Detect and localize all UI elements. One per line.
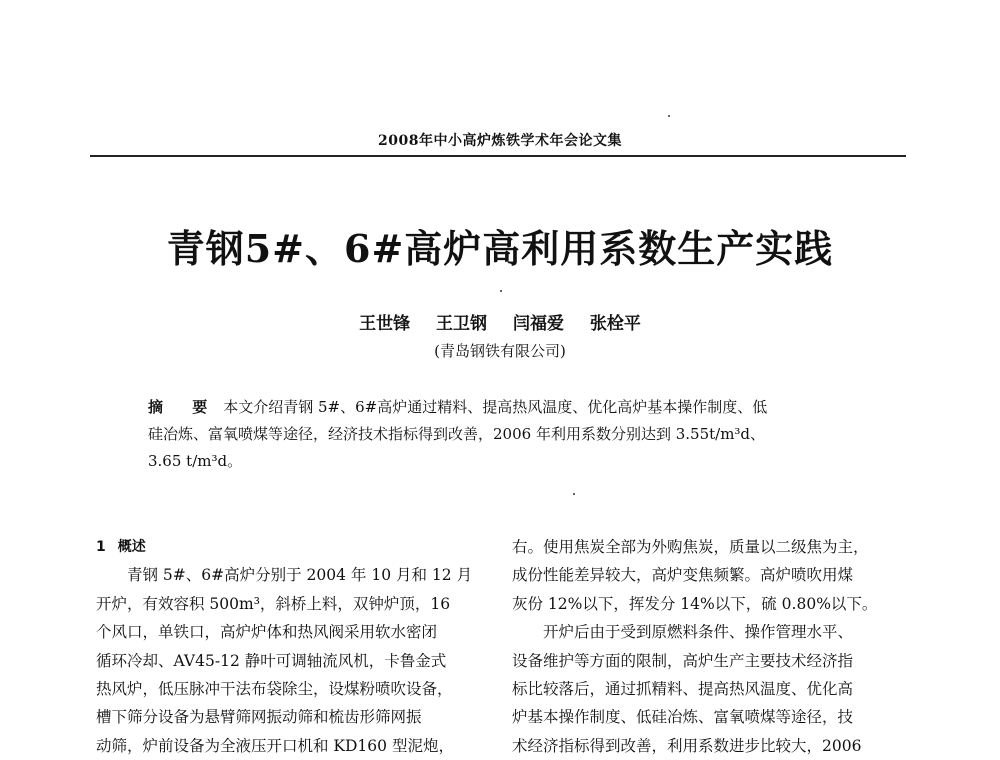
scan-speck bbox=[500, 290, 502, 292]
body-paragraph bbox=[512, 533, 904, 618]
scan-speck bbox=[668, 115, 670, 117]
body-line: 术经济指标得到改善，利用系数进步比较大，2006 bbox=[512, 736, 862, 755]
body-line: 开炉后由于受到原燃料条件、操作管理水平、 bbox=[543, 623, 854, 642]
affiliation: (青岛钢铁有限公司) bbox=[434, 342, 566, 360]
abstract-line bbox=[148, 394, 860, 421]
right-column bbox=[512, 533, 904, 760]
body-line: 热风炉，低压脉冲干法布袋除尘，设煤粉喷吹设备， bbox=[96, 680, 453, 699]
body-line: 灰份 12%以下，挥发分 14%以下，硫 0.80%以下。 bbox=[512, 594, 878, 613]
author-name: 王世锋 bbox=[359, 314, 411, 334]
body-line: 标比较落后，通过抓精料、提高热风温度、优化高 bbox=[512, 680, 854, 699]
abstract bbox=[148, 394, 860, 475]
body-line: 槽下筛分设备为悬臂筛网振动筛和梳齿形筛网振 bbox=[96, 708, 422, 727]
body-line: 青钢 5#、6#高炉分别于 2004 年 10 月和 12 月 bbox=[127, 566, 473, 585]
body-paragraph-cont bbox=[512, 647, 904, 760]
header-rule bbox=[90, 155, 906, 157]
body-line: 右。使用焦炭全部为外购焦炭，质量以二级焦为主， bbox=[512, 538, 869, 556]
body-paragraph-cont bbox=[96, 590, 488, 760]
abstract-text: 本文介绍青钢 5#、6#高炉通过精料、提高热风温度、优化高炉基本操作制度、低 bbox=[223, 398, 768, 416]
author-name: 张栓平 bbox=[589, 314, 641, 334]
body-line: 开炉，有效容积 500m³，斜桥上料，双钟炉顶，16 bbox=[96, 594, 451, 613]
section-number: 1 bbox=[96, 539, 106, 555]
body-line: 个风口，单铁口，高炉炉体和热风阀采用软水密闭 bbox=[96, 623, 438, 642]
author-list bbox=[0, 309, 1000, 334]
body-line: 设备维护等方面的限制，高炉生产主要技术经济指 bbox=[512, 651, 854, 670]
body-line: 炉基本操作制度、低硅冶炼、富氧喷煤等途径，技 bbox=[512, 708, 854, 727]
left-column bbox=[96, 533, 488, 760]
section-heading bbox=[96, 533, 488, 561]
body-paragraph bbox=[512, 618, 904, 646]
author-name: 闫福爱 bbox=[512, 314, 564, 334]
author-name: 王卫钢 bbox=[436, 314, 488, 334]
running-header: 2008年中小高炉炼铁学术年会论文集 bbox=[378, 133, 622, 149]
body-paragraph bbox=[96, 561, 488, 589]
abstract-line: 3.65 t/m³d。 bbox=[148, 452, 243, 470]
section-title: 概述 bbox=[117, 539, 146, 555]
body-line: 循环冷却、AV45-12 静叶可调轴流风机，卡鲁金式 bbox=[96, 651, 447, 670]
paper-title: 青钢5#、6#高炉高利用系数生产实践 bbox=[166, 226, 834, 271]
scan-speck bbox=[573, 493, 575, 495]
body-line: 动筛，炉前设备为全液压开口机和 KD160 型泥炮， bbox=[96, 736, 454, 755]
abstract-label: 摘 要 bbox=[148, 398, 220, 416]
abstract-line: 硅冶炼、富氧喷煤等途径，经济技术指标得到改善，2006 年利用系数分别达到 3.55t/m³d、 bbox=[148, 425, 766, 443]
body-line: 成份性能差异较大，高炉变焦频繁。高炉喷吹用煤 bbox=[512, 566, 854, 585]
